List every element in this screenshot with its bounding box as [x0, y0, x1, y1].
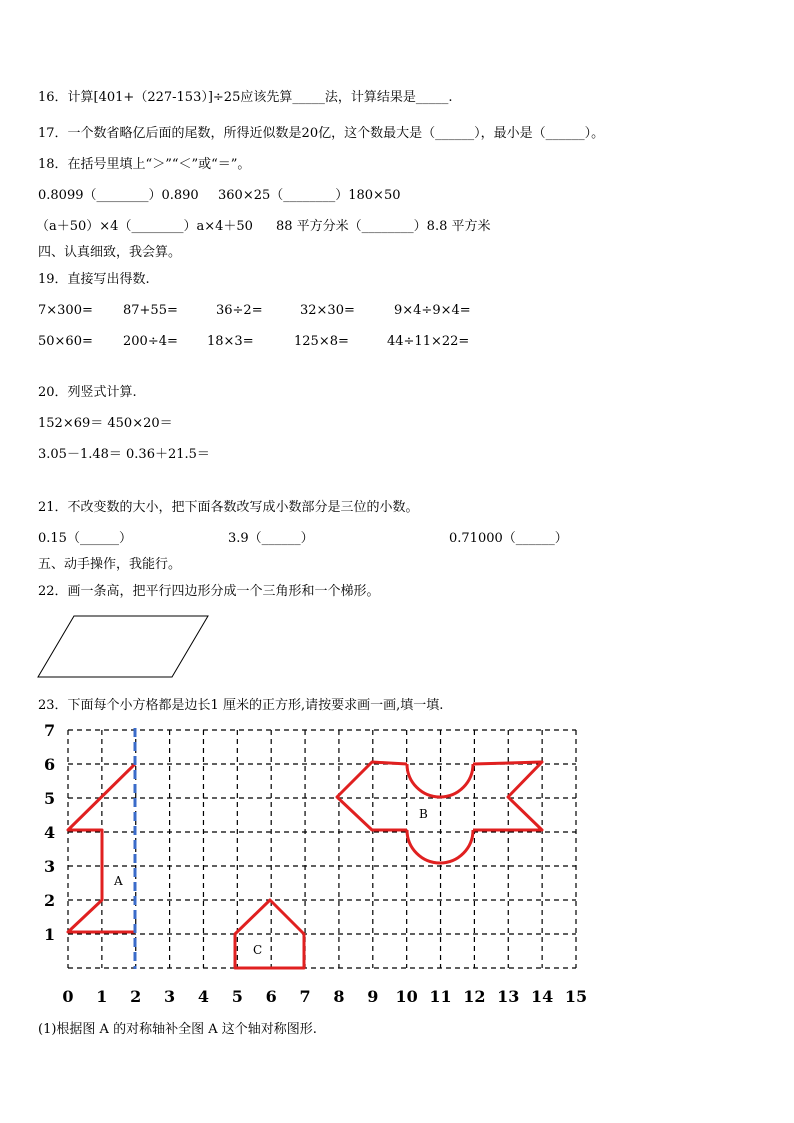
question-17: 17．一个数省略亿后面的尾数，所得近似数是20亿，这个数最大是（______），最小是（______）。	[38, 126, 605, 141]
y-axis-label: 3	[44, 857, 56, 876]
q19-item: 200÷4=	[123, 334, 178, 349]
q19-item: 125×8=	[294, 334, 349, 349]
x-axis-label: 4	[197, 987, 210, 1006]
section-4-heading: 四、认真细致，我会算。	[38, 245, 182, 260]
x-axis-label: 12	[463, 987, 486, 1006]
x-axis-label: 3	[164, 987, 176, 1006]
question-20-prompt: 20．列竖式计算.	[38, 385, 137, 400]
y-axis-label: 1	[44, 925, 56, 944]
x-axis-label: 0	[62, 987, 74, 1006]
grid-figure	[30, 722, 600, 1008]
x-axis-label: 10	[395, 987, 418, 1006]
q19-item: 18×3=	[207, 334, 254, 349]
question-22-prompt: 22．画一条高，把平行四边形分成一个三角形和一个梯形。	[38, 584, 380, 599]
q23-sub-1: (1)根据图 A 的对称轴补全图 A 这个轴对称图形.	[38, 1022, 317, 1037]
q19-item: 36÷2=	[216, 303, 263, 318]
x-axis-label: 6	[265, 987, 277, 1006]
q19-item: 44÷11×22=	[387, 334, 470, 349]
q20-row-2: 3.05－1.48＝ 0.36＋21.5＝	[38, 447, 210, 462]
shape-b-right	[473, 762, 542, 830]
q18-item-3: （a＋50）×4（________）a×4＋50	[36, 219, 253, 234]
q18-item-1: 0.8099（________）0.890	[38, 188, 199, 203]
x-axis-label: 7	[299, 987, 311, 1006]
question-21-prompt: 21．不改变数的大小，把下面各数改写成小数部分是三位的小数。	[38, 500, 419, 515]
y-axis-label: 7	[44, 722, 56, 740]
section-5-heading: 五、动手操作，我能行。	[38, 557, 182, 572]
q18-item-2: 360×25（________）180×50	[218, 188, 401, 203]
shape-b-outline	[337, 762, 407, 830]
y-axis-label: 4	[44, 823, 56, 842]
q18-item-4: 88 平方分米（________）8.8 平方米	[276, 219, 491, 234]
shape-c-label: C	[253, 943, 263, 957]
y-axis-label: 5	[44, 789, 56, 808]
x-axis-label: 2	[130, 987, 142, 1006]
x-axis-label: 11	[429, 987, 452, 1006]
q21-item: 3.9（______）	[228, 531, 314, 546]
q19-item: 50×60=	[38, 334, 93, 349]
x-axis-label: 5	[231, 987, 243, 1006]
y-axis-label: 2	[44, 891, 56, 910]
x-axis-label: 8	[333, 987, 345, 1006]
x-axis-label: 14	[531, 987, 554, 1006]
question-23-prompt: 23．下面每个小方格都是边长1 厘米的正方形,请按要求画一画,填一填.	[38, 698, 444, 713]
shape-a-label: A	[114, 874, 123, 888]
x-axis-label: 13	[497, 987, 520, 1006]
q21-item: 0.71000（______）	[449, 531, 568, 546]
q19-item: 9×4÷9×4=	[394, 303, 471, 318]
q19-item: 87+55=	[123, 303, 178, 318]
shape-a-outline	[68, 764, 135, 932]
q19-item: 7×300=	[38, 303, 93, 318]
x-axis-label: 15	[564, 987, 588, 1006]
question-18-prompt: 18．在括号里填上“＞”“＜”或“＝”。	[38, 157, 251, 172]
q20-row-1: 152×69＝ 450×20＝	[38, 416, 173, 431]
x-axis-label: 9	[367, 987, 379, 1006]
q21-item: 0.15（______）	[38, 531, 132, 546]
question-16: 16．计算[401+（227-153）]÷25应该先算_____法，计算结果是_____.	[38, 90, 453, 105]
q19-item: 32×30=	[300, 303, 355, 318]
question-19-prompt: 19．直接写出得数.	[38, 272, 150, 287]
shape-b-label: B	[419, 807, 428, 821]
parallelogram-figure	[36, 614, 212, 680]
y-axis-label: 6	[44, 755, 56, 774]
x-axis-label: 1	[96, 987, 108, 1006]
